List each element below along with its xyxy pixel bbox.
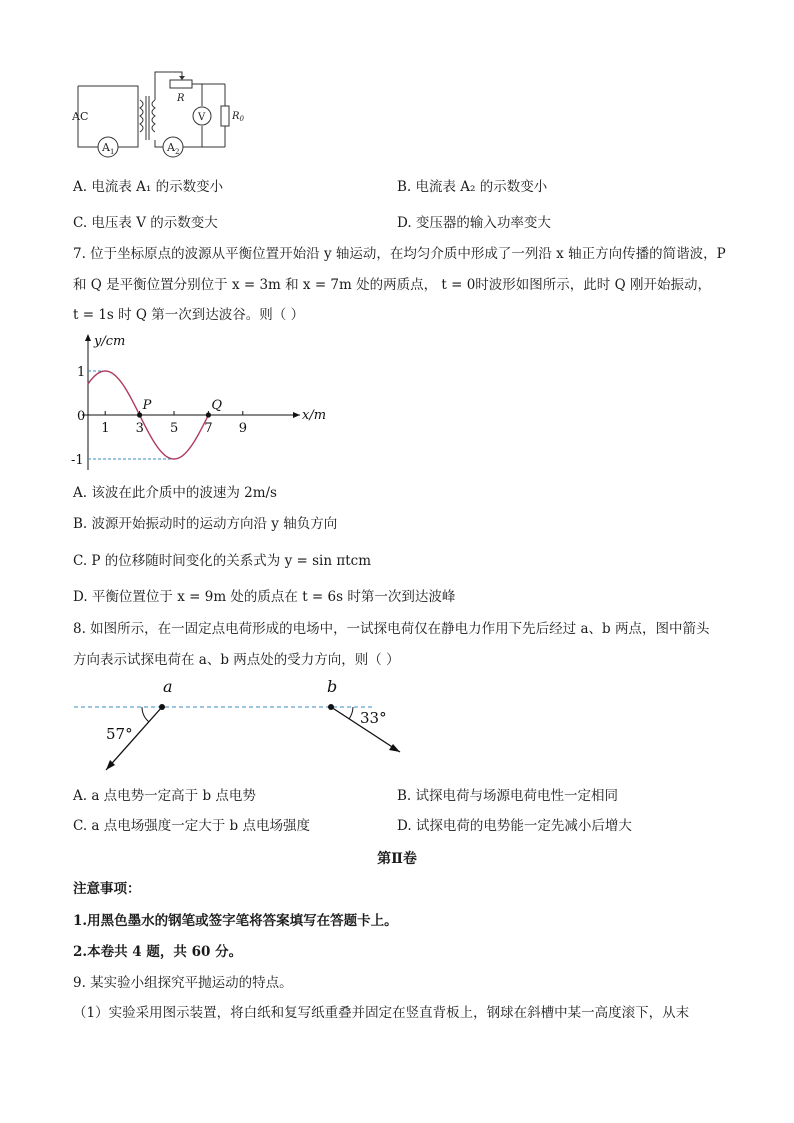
angle-b-label: 33° xyxy=(360,709,387,727)
x-tick-label: 9 xyxy=(238,421,248,436)
a1-label: A xyxy=(102,141,110,154)
a1-sub: 1 xyxy=(109,148,115,156)
q8-stem-line-2: 方向表示试探电荷在 a、b 两点处的受力方向，则（ ） xyxy=(73,652,400,668)
q6-option-a: A. 电流表 A₁ 的示数变小 xyxy=(73,179,224,195)
q6-option-c: C. 电压表 V 的示数变大 xyxy=(73,215,218,231)
x-tick-label: 3 xyxy=(135,421,144,436)
y-axis-label: y/cm xyxy=(94,334,126,349)
point-b-label: b xyxy=(327,677,338,696)
svg-text:R0 xyxy=(231,111,245,123)
y-axis-arrow-icon xyxy=(85,334,91,341)
wave-chart xyxy=(70,330,340,475)
point-a-label: a xyxy=(163,677,173,696)
ac-label: AC xyxy=(72,110,89,123)
x-tick-label: 1 xyxy=(101,421,110,436)
notice-title: 注意事项： xyxy=(73,881,141,897)
q7-option-d: D. 平衡位置位于 x = 9m 处的质点在 t = 6s 时第一次到达波峰 xyxy=(73,589,456,605)
q9-stem-line-1: 9. 某实验小组探究平抛运动的特点。 xyxy=(73,975,293,991)
a2-sub: 2 xyxy=(174,148,180,156)
q7-stem-line-3: t = 1s 时 Q 第一次到达波谷。则（ ） xyxy=(73,307,305,323)
rheostat-label: R xyxy=(177,93,185,104)
force-direction-diagram xyxy=(70,672,410,782)
q8-option-d: D. 试探电荷的电势能一定先减小后增大 xyxy=(397,818,632,834)
r0-sub: 0 xyxy=(239,115,244,123)
q7-option-c: C. P 的位移随时间变化的关系式为 y = sin πtcm xyxy=(73,553,372,569)
x-axis-arrow-icon xyxy=(293,412,300,418)
q7-stem-line-2: 和 Q 是平衡位置分别位于 x = 3m 和 x = 7m 处的两质点， t = 0时波形如图所示，此时 Q 刚开始振动， xyxy=(73,277,711,293)
q9-stem-line-2: （1）实验采用图示装置，将白纸和复写纸重叠并固定在竖直背板上，钢球在斜槽中某一高度滚下，从末 xyxy=(73,1005,690,1021)
q7-option-a: A. 该波在此介质中的波速为 2m/s xyxy=(73,485,277,501)
point-q-label: Q xyxy=(211,398,223,413)
a2-label: A xyxy=(167,141,175,154)
point-p-dot xyxy=(137,412,142,417)
q7-stem-line-1: 7. 位于坐标原点的波源从平衡位置开始沿 y 轴运动，在均匀介质中形成了一列沿 x 轴正方向传播的简谐波，P xyxy=(73,246,726,262)
voltmeter-label: V xyxy=(198,112,206,123)
y-tick-label: 0 xyxy=(77,409,86,424)
q7-option-b: B. 波源开始振动时的运动方向沿 y 轴负方向 xyxy=(73,516,338,532)
point-p-label: P xyxy=(142,398,152,413)
q8-option-a: A. a 点电势一定高于 b 点电势 xyxy=(73,788,256,804)
x-axis-label: x/m xyxy=(302,408,327,423)
q8-option-b: B. 试探电荷与场源电荷电性一定相同 xyxy=(397,788,619,804)
resistor-r0-icon xyxy=(221,106,229,126)
angle-a-label: 57° xyxy=(106,725,133,743)
notice-1: 1.用黑色墨水的钢笔或签字笔将答案填写在答题卡上。 xyxy=(73,913,398,929)
x-tick-label: 5 xyxy=(170,421,179,436)
point-q-dot xyxy=(206,412,211,417)
y-tick-label: 1 xyxy=(77,365,86,380)
q6-option-d: D. 变压器的输入功率变大 xyxy=(397,215,551,231)
q6-option-b: B. 电流表 A₂ 的示数变小 xyxy=(397,179,548,195)
transformer-circuit-diagram xyxy=(60,62,260,162)
x-tick-label: 7 xyxy=(204,421,213,436)
rheostat-icon xyxy=(170,80,192,88)
q8-option-c: C. a 点电场强度一定大于 b 点电场强度 xyxy=(73,818,310,834)
notice-2: 2.本卷共 4 题，共 60 分。 xyxy=(73,944,243,960)
q8-stem-line-1: 8. 如图所示，在一固定点电荷形成的电场中，一试探电荷仅在静电力作用下先后经过 a、b 两点，图中箭头 xyxy=(73,621,710,637)
section-title: 第Ⅱ卷 xyxy=(377,851,417,867)
r0-label: R xyxy=(232,111,240,122)
y-tick-label: -1 xyxy=(71,453,84,468)
